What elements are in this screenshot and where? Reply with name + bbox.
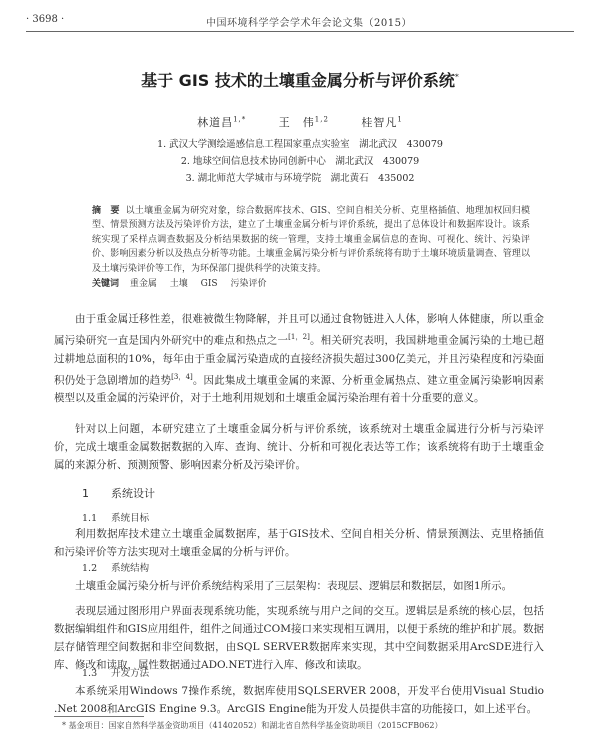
- citation: [1，2]: [288, 333, 310, 341]
- paragraph-structure-intro: 土壤重金属污染分析与评价系统结构采用了三层架构：表现层、逻辑层和数据层，如图1所示。: [75, 580, 513, 592]
- footnote-rule: [54, 716, 144, 717]
- subsection-heading: 1.3 开发方法: [82, 668, 150, 679]
- abstract-label: 摘 要: [92, 206, 120, 216]
- subsection-heading: 1.1 系统目标: [82, 513, 150, 524]
- author: 林道昌$^{1,*}$: [197, 115, 247, 129]
- paragraph-system-goal: 利用数据库技术建立土壤重金属数据库，基于GIS技术、空间自相关分析、情景预测法、克里格插值和污染评价等方法实现对土壤重金属的分析与评价。: [54, 528, 544, 558]
- keyword: GIS: [200, 279, 218, 289]
- keywords-label: 关键词: [92, 279, 120, 289]
- section-heading: 1 系统设计: [82, 487, 155, 500]
- running-header: [26, 14, 574, 30]
- paragraph-dev-method: 本系统采用Windows 7操作系统，数据库使用SQLSERVER 2008，开发平台使用Visual Studio .Net 2008和ArcGIS Engine 9.3。ArcGIS Engine能为开发人员提供丰富的功能接口，如上述平台。: [54, 685, 544, 715]
- affiliation: 1. 武汉大学测绘遥感信息工程国家重点实验室 湖北武汉 430079: [157, 139, 443, 150]
- author: 王 伟$^{1,2}$: [278, 115, 329, 129]
- keyword: 土壤: [169, 279, 188, 289]
- abstract-text: 以土壤重金属为研究对象，综合数据库技术、GIS、空间自相关分析、克里格插值、地理加权回归模型、情景预测方法及污染评价方法，建立了土壤重金属分析与评价系统，提出了总体设计和数据库设计。该系统实现了采样点调查数据及分析结果数据的统一管理，支持土壤重金属信息的查询、可视化、统计、污染评价、影响因素分析以及热点分析等功能。土壤重金属污染分析与评价系统将有助于土壤环境质量调查、管理以及土壤污染评价等工作，为环保部门提供科学的决策支持。: [92, 206, 530, 274]
- author: 桂智凡$^1$: [361, 115, 403, 129]
- affiliation: 2. 地球空间信息技术协同创新中心 湖北武汉 430079: [180, 156, 420, 167]
- header-rule: [26, 31, 574, 32]
- paper-title: [0, 68, 600, 91]
- paragraph-structure-detail: 表现层通过图形用户界面表现系统功能，实现系统与用户之间的交互。逻辑层是系统的核心层，包括数据编辑组件和GIS应用组件，组件之间通过COM接口来实现相互调用，以便于系统的维护和扩展。数据层存储管理空间数据和非空间数据，由SQL SERVER数据库来实现，其中空间数据采用ArcSDE进行入库、修改和读取，属性数据通过ADO.NET进行入库、修改和读取。: [54, 605, 544, 671]
- keyword: 重金属: [129, 279, 157, 289]
- affiliation: 3. 湖北师范大学城市与环境学院 湖北黄石 435002: [185, 173, 415, 184]
- author-list: [0, 114, 600, 130]
- footnote: * 基金项目：国家自然科学基金资助项目（41402052）和湖北省自然科学基金资助项目（2015CFB062）: [62, 721, 443, 730]
- keyword: 污染评价: [230, 279, 267, 289]
- subsection-heading: 1.2 系统结构: [82, 563, 150, 574]
- abstract: [92, 204, 530, 276]
- affiliations: [0, 136, 600, 187]
- citation: [3，4]: [171, 372, 193, 381]
- intro-paragraph-1: 由于重金属迁移性差，很难被微生物降解，并且可以通过食物链进入人体，影响人体健康，所以重金属污染研究一直是国内外研究中的难点和热点之一[1，2]。相关研究表明，我国耕地重金属污染的土地已超过耕地总面积的10%，每年由于重金属污染造成的直接经济损失超过300亿美元，并且污染程度和污染面积仍处于急剧增加的趋势[3，4]。因此集成土壤重金属的来源、分析重金属热点、建立重金属污染影响因素模型以及重金属的污染评价，对于土地利用规划和土壤重金属污染治理有着十分重要的意义。: [54, 313, 545, 404]
- page-number: · 3698 ·: [26, 14, 65, 25]
- keywords: [92, 276, 530, 289]
- title-text: 基于 GIS 技术的土壤重金属分析与评价系统: [141, 71, 455, 90]
- title-footnote-mark: *: [454, 72, 459, 82]
- intro-paragraph-2: 针对以上问题，本研究建立了土壤重金属分析与评价系统，该系统对土壤重金属进行分析与污染评价，完成土壤重金属数据数据的入库、查询、统计、分析和可视化表达等工作；该系统将有助于土壤重金属的来源分析、预测预警、影响因素分析及污染评价。: [54, 423, 544, 471]
- journal-name: 中国环境科学学会学术年会论文集（2015）: [206, 18, 412, 29]
